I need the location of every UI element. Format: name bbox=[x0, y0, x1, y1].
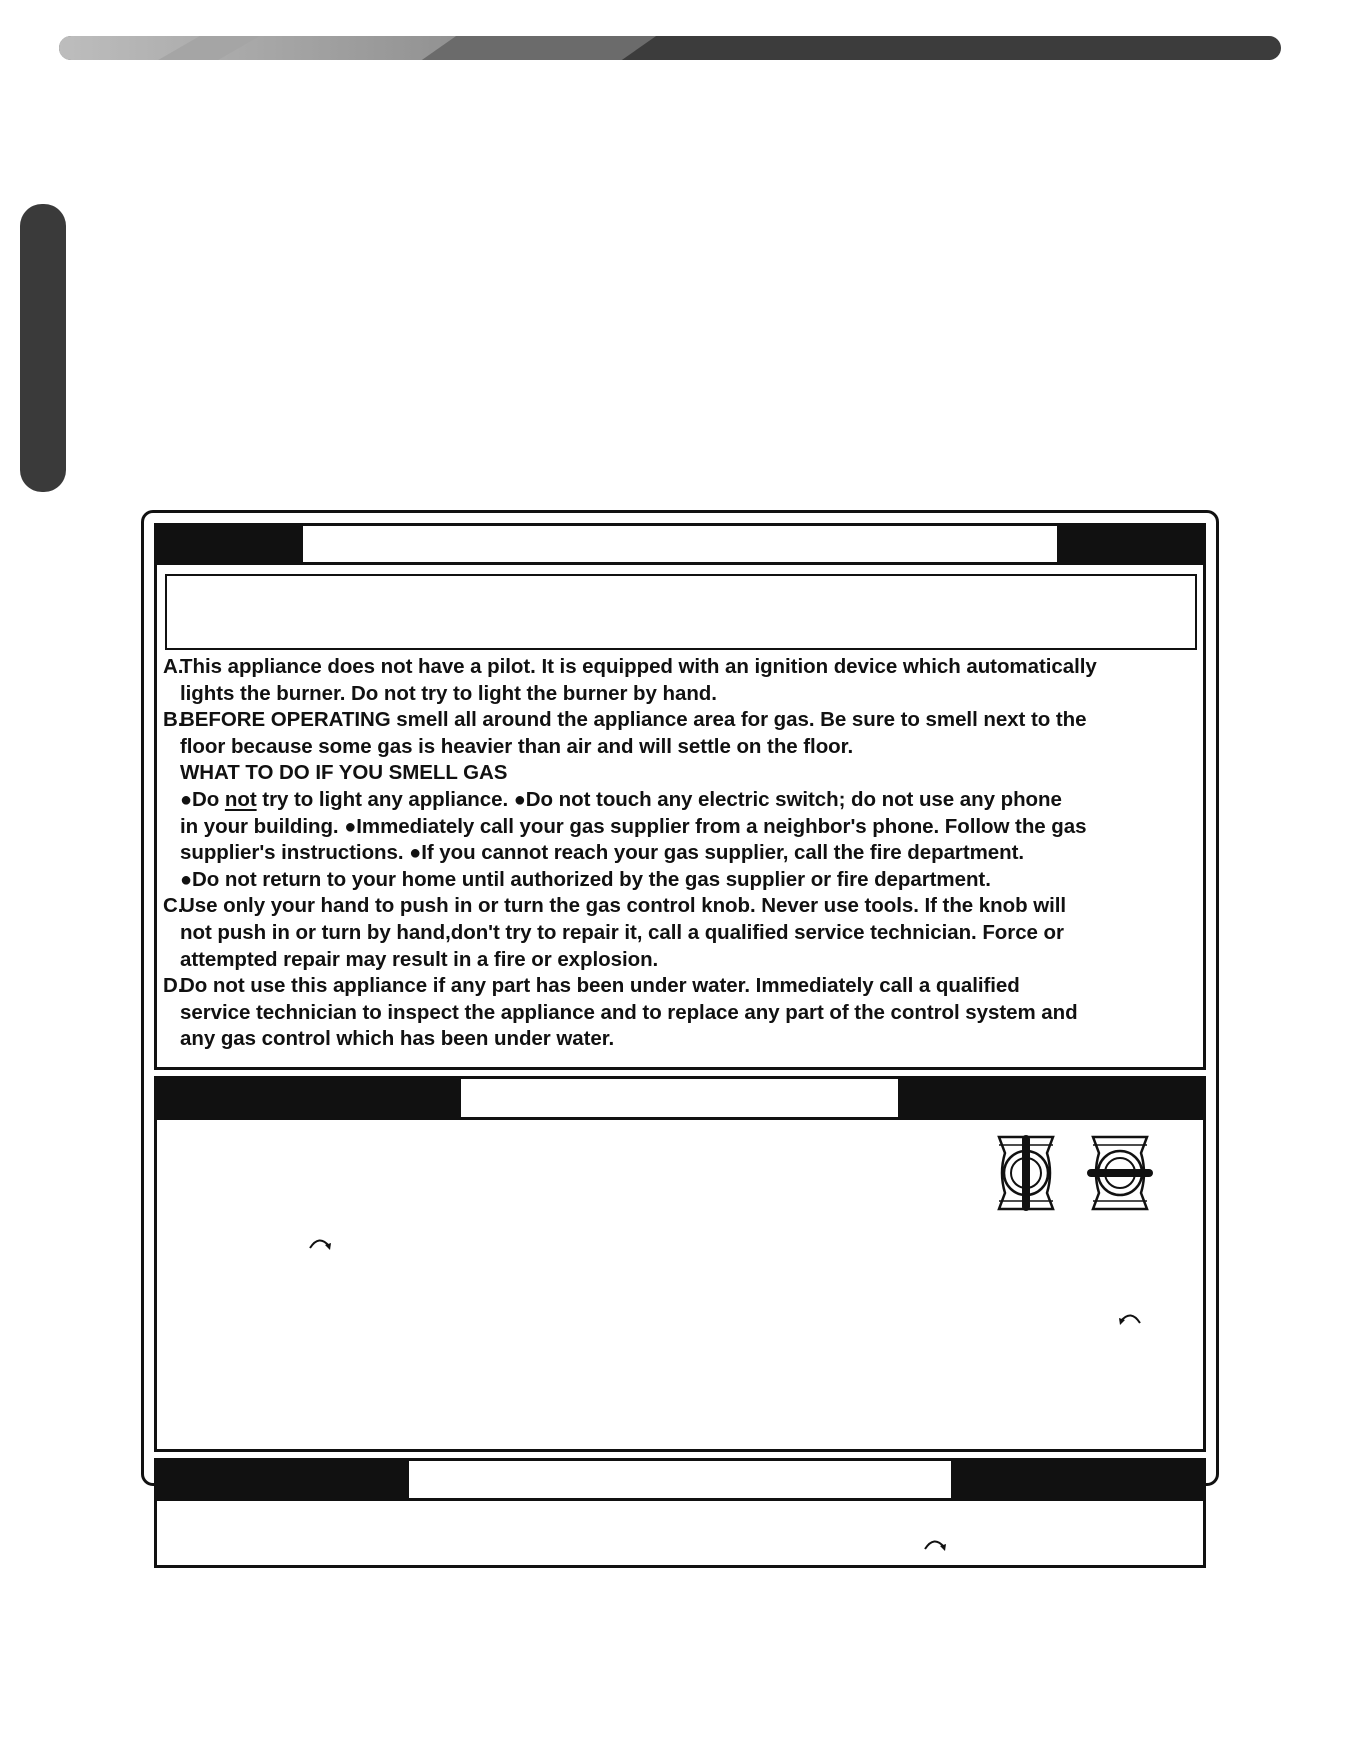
bullet-text: If you cannot reach your gas supplier, call the fire department. bbox=[421, 841, 1025, 865]
item-line: service technician to inspect the appliance and to replace any part of the control system and bbox=[180, 1000, 1078, 1024]
rotate-clockwise-arrow-icon bbox=[922, 1535, 948, 1555]
bullet-text: Do not return to your home until authorized by the gas supplier or fire department. bbox=[192, 867, 991, 891]
header-block-right bbox=[898, 1079, 1203, 1117]
bullet-icon: ● bbox=[180, 788, 193, 811]
safety-item-a bbox=[163, 654, 1189, 707]
header-block-left bbox=[157, 1461, 409, 1498]
bullet-icon: ● bbox=[180, 868, 193, 891]
shutoff-section-header bbox=[157, 1461, 1203, 1501]
bullet-text: supplier's instructions. bbox=[180, 841, 410, 865]
bullet-line bbox=[180, 840, 1189, 867]
header-block-left bbox=[157, 526, 303, 562]
safety-section-header bbox=[157, 526, 1203, 565]
bullet-text: Immediately call your gas supplier from a neighbor's phone. Follow the gas bbox=[356, 814, 1087, 838]
item-line: attempted repair may result in a fire or explosion. bbox=[180, 947, 659, 971]
gas-knob-vertical-icon bbox=[995, 1133, 1057, 1213]
bullet-text: Do bbox=[192, 787, 225, 811]
safety-item-b bbox=[163, 707, 1189, 893]
warning-box bbox=[165, 574, 1197, 650]
gas-knob-horizontal-icon bbox=[1087, 1133, 1153, 1213]
page-header-bar bbox=[59, 36, 1281, 60]
item-line: floor because some gas is heavier than air and will settle on the floor. bbox=[180, 734, 854, 758]
item-line: any gas control which has been under water. bbox=[180, 1027, 615, 1051]
safety-item-d bbox=[163, 973, 1189, 1053]
item-letter: D. bbox=[163, 974, 184, 998]
header-block-left bbox=[157, 1079, 461, 1117]
bullet-icon: ● bbox=[409, 842, 422, 865]
underlined-word: not bbox=[224, 787, 257, 811]
item-letter: A. bbox=[163, 655, 184, 678]
gas-smell-subheading: WHAT TO DO IF YOU SMELL GAS bbox=[180, 761, 508, 785]
item-line: Use only your hand to push in or turn the gas control knob. Never use tools. If the knob will bbox=[180, 894, 1067, 918]
safety-item-c bbox=[163, 893, 1189, 973]
item-letter: C. bbox=[163, 894, 184, 918]
rotate-clockwise-arrow-icon bbox=[307, 1234, 333, 1254]
bullet-line bbox=[180, 814, 1189, 841]
bullet-icon: ● bbox=[513, 788, 526, 811]
rotate-counterclockwise-arrow-icon bbox=[1117, 1309, 1143, 1329]
operating-section bbox=[154, 1076, 1206, 1452]
item-line: BEFORE OPERATING smell all around the appliance area for gas. Be sure to smell next to the bbox=[180, 708, 1087, 732]
item-line: not push in or turn by hand,don't try to repair it, call a qualified service technician. Force or bbox=[180, 920, 1064, 944]
operating-section-header bbox=[157, 1079, 1203, 1120]
bullet-line bbox=[180, 787, 1189, 814]
header-block-right bbox=[1057, 526, 1203, 562]
safety-section bbox=[154, 523, 1206, 1070]
bullet-icon: ● bbox=[344, 815, 357, 838]
item-line: This appliance does not have a pilot. It is equipped with an ignition device which automatically bbox=[180, 655, 1097, 678]
bullet-text: in your building. bbox=[180, 814, 345, 838]
side-chapter-tab bbox=[20, 204, 66, 492]
shutoff-section bbox=[154, 1458, 1206, 1568]
bullet-text: try to light any appliance. bbox=[256, 787, 514, 811]
lighting-instructions-label bbox=[141, 510, 1219, 1486]
item-line: Do not use this appliance if any part has been under water. Immediately call a qualified bbox=[180, 974, 1020, 998]
item-letter: B. bbox=[163, 708, 184, 732]
bullet-line bbox=[180, 867, 1189, 894]
bullet-text: Do not touch any electric switch; do not use any phone bbox=[525, 787, 1062, 811]
header-block-right bbox=[951, 1461, 1203, 1498]
item-line: lights the burner. Do not try to light the burner by hand. bbox=[180, 681, 717, 705]
safety-instructions-list bbox=[163, 654, 1189, 1053]
